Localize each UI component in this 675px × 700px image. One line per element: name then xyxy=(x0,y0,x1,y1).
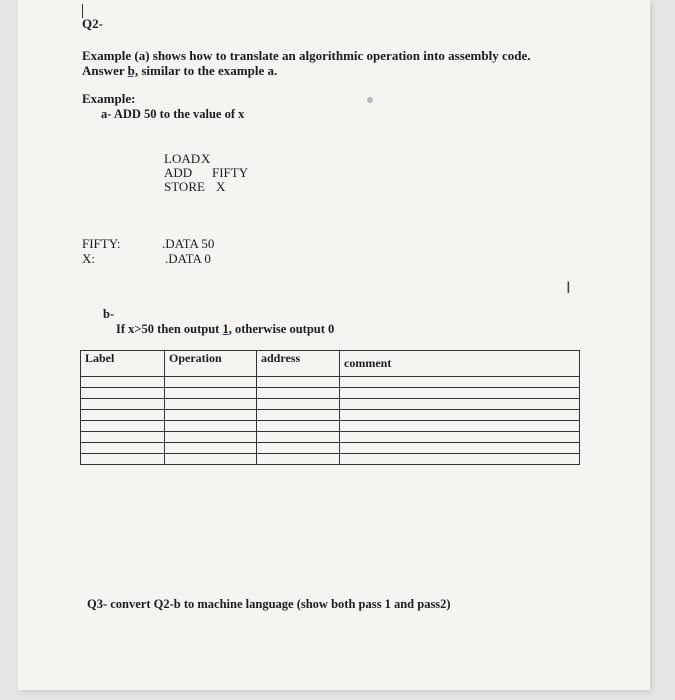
table-cell xyxy=(257,432,340,443)
example-heading: Example: xyxy=(82,91,136,106)
table-cell xyxy=(165,410,257,421)
table-cell xyxy=(340,454,580,465)
code-arg: FIFTY xyxy=(212,165,249,180)
table-cell xyxy=(165,377,257,388)
table-cell xyxy=(257,377,340,388)
table-cell xyxy=(165,443,257,454)
table-cell xyxy=(340,377,580,388)
table-cell xyxy=(340,410,580,421)
table-cell xyxy=(257,399,340,410)
table-cell xyxy=(81,410,165,421)
table-cell xyxy=(257,388,340,399)
table-row xyxy=(81,399,580,410)
table-cell xyxy=(340,388,580,399)
code-op: LOAD xyxy=(164,151,201,166)
q2-intro-line2-post: similar to the example a. xyxy=(138,63,278,78)
part-b-statement xyxy=(116,322,334,337)
table-cell xyxy=(257,410,340,421)
table-cell xyxy=(81,454,165,465)
table-row xyxy=(81,421,580,432)
part-b-label: b- xyxy=(103,307,115,321)
table-cell xyxy=(340,421,580,432)
part-b-post: , otherwise output 0 xyxy=(228,322,335,336)
data-label-x: X: xyxy=(82,251,95,266)
q2-intro-line2 xyxy=(82,63,277,79)
q3-text: Q3- convert Q2-b to machine language (show both pass 1 and pass2) xyxy=(87,597,451,611)
table-cell xyxy=(165,432,257,443)
table-cell xyxy=(165,388,257,399)
table-cell xyxy=(340,432,580,443)
header-label: Label xyxy=(81,351,165,377)
table-cell xyxy=(81,377,165,388)
data-value-x: .DATA 0 xyxy=(165,251,211,266)
table-row xyxy=(81,388,580,399)
table-cell xyxy=(165,454,257,465)
table-cell xyxy=(257,454,340,465)
code-arg: X xyxy=(216,179,226,194)
table-cell xyxy=(165,421,257,432)
table-cell xyxy=(81,399,165,410)
ibeam-cursor-icon: Ι xyxy=(566,278,571,297)
code-arg: X xyxy=(201,151,211,166)
data-value-fifty: .DATA 50 xyxy=(162,236,215,251)
q2-title: Q2- xyxy=(82,16,103,31)
dot-mark xyxy=(367,97,373,103)
table-row xyxy=(81,454,580,465)
part-b-number: 1 xyxy=(222,322,229,336)
code-line-store xyxy=(164,179,225,195)
code-op: STORE xyxy=(164,179,205,194)
table-cell xyxy=(340,399,580,410)
header-address: address xyxy=(257,351,340,377)
code-op: ADD xyxy=(164,165,193,180)
table-cell xyxy=(81,421,165,432)
header-comment: comment xyxy=(340,351,580,377)
table-cell xyxy=(257,443,340,454)
table-cell xyxy=(81,443,165,454)
table-cell xyxy=(257,421,340,432)
table-row xyxy=(81,410,580,421)
table-cell xyxy=(81,388,165,399)
table-header-row xyxy=(81,351,580,377)
q2-intro-line1: Example (a) shows how to translate an algorithmic operation into assembly code. xyxy=(82,48,531,63)
table-cell xyxy=(340,443,580,454)
q2-intro-line2-pre: Answer xyxy=(82,63,128,78)
table-row xyxy=(81,432,580,443)
table-row xyxy=(81,443,580,454)
table-cell xyxy=(81,432,165,443)
example-task: a- ADD 50 to the value of x xyxy=(101,107,245,121)
assembly-table xyxy=(80,350,580,465)
part-b-pre: If x>50 then output xyxy=(116,322,223,336)
header-operation: Operation xyxy=(165,351,257,377)
q2-intro-link: b, xyxy=(127,63,139,78)
table-row xyxy=(81,377,580,388)
table-cell xyxy=(165,399,257,410)
data-label-fifty: FIFTY: xyxy=(82,236,121,251)
